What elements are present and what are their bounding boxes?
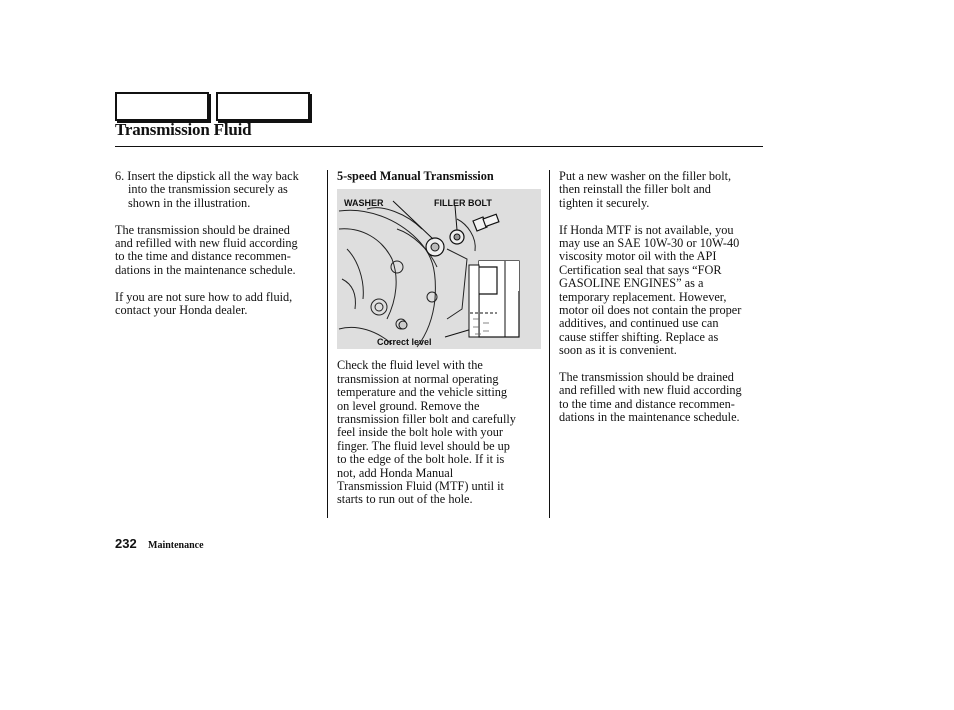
drain-refill-paragraph-2: The transmission should be drained and refilled with new fluid according to the time and distance recommen- dations in the maintenance schedule. xyxy=(559,370,742,425)
section-heading: 5-speed Manual Transmission xyxy=(337,169,494,183)
column-1 xyxy=(115,170,321,331)
page-number: 232 xyxy=(115,536,137,551)
section-name: Maintenance xyxy=(148,540,204,551)
title-rule xyxy=(115,146,763,147)
column-divider-2 xyxy=(549,170,550,518)
column-2 xyxy=(337,170,543,520)
transmission-illustration xyxy=(337,189,541,349)
transmission-drawing xyxy=(337,189,541,349)
header-tab-box-right xyxy=(216,92,310,121)
filler-bolt-label: FILLER BOLT xyxy=(434,198,492,209)
step-6-text: 6. Insert the dipstick all the way back into the transmission securely as shown in the illustration. xyxy=(115,169,299,210)
column-divider-1 xyxy=(327,170,328,518)
drain-refill-paragraph: The transmission should be drained and refilled with new fluid according to the time and distance recommen- dations in the maintenance schedule. xyxy=(115,222,298,277)
correct-level-label: Correct level xyxy=(377,337,432,348)
motor-oil-paragraph: If Honda MTF is not available, you may use an SAE 10W-30 or 10W-40 viscosity motor oil with the API Certification seal that says “FOR GASOLINE ENGINES” as a temporary replacement. However, motor oil does not contain the proper additives, and continued use can cause stiffer shifting. Replace as soon as it is convenient. xyxy=(559,222,742,358)
column-3 xyxy=(559,170,765,438)
header-tab-box-left xyxy=(115,92,209,121)
page-title: Transmission Fluid xyxy=(115,120,252,139)
washer-paragraph: Put a new washer on the filler bolt, then reinstall the filler bolt and tighten it securely. xyxy=(559,169,732,210)
washer-label: WASHER xyxy=(344,198,384,209)
check-fluid-paragraph: Check the fluid level with the transmission at normal operating temperature and the vehicle sitting on level ground. Remove the transmission filler bolt and carefully feel inside the bolt hole with your finger. The fluid level should be up to the edge of the bolt hole. If it is not, add Honda Manual Transmission Fluid (MTF) until it starts to run out of the hole. xyxy=(337,358,516,507)
dealer-paragraph: If you are not sure how to add fluid, contact your Honda dealer. xyxy=(115,289,293,318)
